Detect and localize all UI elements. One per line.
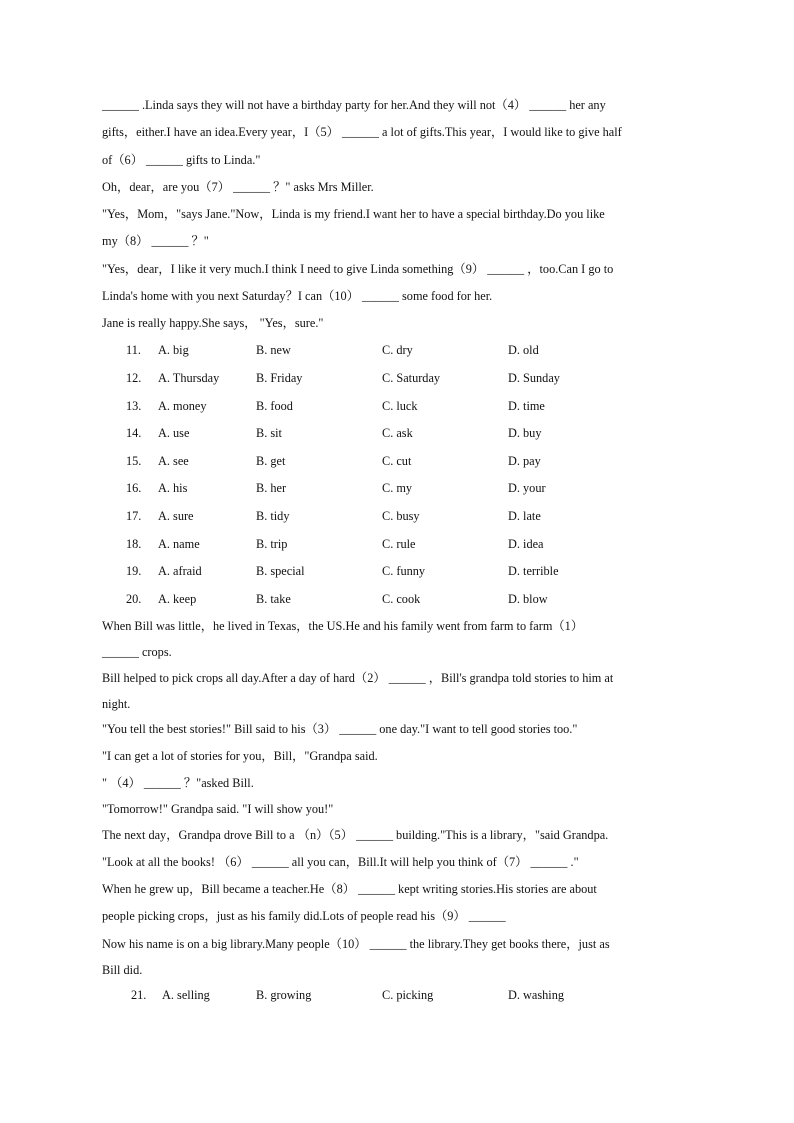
option-a[interactable]: A. keep: [158, 592, 197, 606]
question-number: 16.: [126, 481, 142, 495]
passage-line: Bill did.: [102, 963, 143, 977]
option-d[interactable]: D. washing: [508, 988, 565, 1002]
option-d[interactable]: D. blow: [508, 592, 548, 606]
question-number: 20.: [126, 592, 142, 606]
passage-line: ______ crops.: [102, 645, 172, 659]
option-a[interactable]: A. Thursday: [158, 371, 220, 385]
option-d[interactable]: D. time: [508, 399, 545, 413]
passage-line: gifts，either.I have an idea.Every year，I（5） ______ a lot of gifts.This year，I would like to give half: [102, 125, 622, 139]
passage-line: " （4） ______ ？"asked Bill.: [102, 776, 254, 790]
option-a[interactable]: A. sure: [158, 509, 194, 523]
option-b[interactable]: B. new: [256, 343, 291, 357]
question-number: 13.: [126, 399, 142, 413]
passage-line: When Bill was little，he lived in Texas，the US.He and his family went from farm to farm（1）: [102, 619, 584, 633]
option-d[interactable]: D. idea: [508, 537, 544, 551]
question-number: 17.: [126, 509, 142, 523]
question-number: 15.: [126, 454, 142, 468]
passage-line: The next day，Grandpa drove Bill to a （n）（5） ______ building."This is a library，"said Grandpa.: [102, 828, 609, 842]
option-a[interactable]: A. money: [158, 399, 207, 413]
option-d[interactable]: D. old: [508, 343, 539, 357]
passage-line: "I can get a lot of stories for you，Bill，"Grandpa said.: [102, 749, 378, 763]
option-d[interactable]: D. late: [508, 509, 541, 523]
passage-line: Bill helped to pick crops all day.After a day of hard（2） ______ ，Bill's grandpa told stories to him at: [102, 671, 614, 685]
option-c[interactable]: C. luck: [382, 399, 418, 413]
option-b[interactable]: B. get: [256, 454, 286, 468]
passage-line: ______ .Linda says they will not have a birthday party for her.And they will not（4） ______ her any: [102, 98, 606, 112]
option-b[interactable]: B. food: [256, 399, 293, 413]
option-d[interactable]: D. pay: [508, 454, 541, 468]
option-a[interactable]: A. name: [158, 537, 200, 551]
passage-line: my（8） ______ ？": [102, 234, 209, 248]
passage-line: night.: [102, 697, 131, 711]
passage-line: "Yes，Mom，"says Jane."Now，Linda is my friend.I want her to have a special birthday.Do you like: [102, 207, 605, 221]
option-a[interactable]: A. selling: [162, 988, 210, 1002]
question-number: 21.: [131, 988, 147, 1002]
option-a[interactable]: A. big: [158, 343, 189, 357]
option-c[interactable]: C. cut: [382, 454, 412, 468]
passage-line: Oh，dear，are you（7） ______ ？" asks Mrs Miller.: [102, 180, 374, 194]
passage-line: people picking crops，just as his family did.Lots of people read his（9） ______: [102, 909, 506, 923]
option-a[interactable]: A. his: [158, 481, 188, 495]
passage-line: "Tomorrow!" Grandpa said. "I will show you!": [102, 802, 334, 816]
question-number: 18.: [126, 537, 142, 551]
passage-line: "Look at all the books! （6） ______ all you can，Bill.It will help you think of（7） ______ .": [102, 855, 579, 869]
option-b[interactable]: B. special: [256, 564, 305, 578]
question-number: 11.: [126, 343, 141, 357]
passage-line: When he grew up，Bill became a teacher.He（8） ______ kept writing stories.His stories are about: [102, 882, 597, 896]
option-c[interactable]: C. dry: [382, 343, 413, 357]
option-a[interactable]: A. see: [158, 454, 189, 468]
passage-line: Linda's home with you next Saturday？I can（10） ______ some food for her.: [102, 289, 493, 303]
passage-line: Jane is really happy.She says， "Yes，sure.": [102, 316, 324, 330]
passage-line: "Yes，dear，I like it very much.I think I need to give Linda something（9） ______ ，too.Can I go to: [102, 262, 614, 276]
option-b[interactable]: B. sit: [256, 426, 282, 440]
question-number: 12.: [126, 371, 142, 385]
option-c[interactable]: C. cook: [382, 592, 421, 606]
option-b[interactable]: B. growing: [256, 988, 312, 1002]
option-b[interactable]: B. trip: [256, 537, 288, 551]
option-c[interactable]: C. my: [382, 481, 413, 495]
option-d[interactable]: D. terrible: [508, 564, 559, 578]
option-d[interactable]: D. your: [508, 481, 546, 495]
question-number: 14.: [126, 426, 142, 440]
option-b[interactable]: B. take: [256, 592, 291, 606]
option-b[interactable]: B. Friday: [256, 371, 303, 385]
option-b[interactable]: B. her: [256, 481, 287, 495]
option-d[interactable]: D. Sunday: [508, 371, 560, 385]
option-c[interactable]: C. rule: [382, 537, 416, 551]
option-c[interactable]: C. funny: [382, 564, 426, 578]
passage-line: "You tell the best stories!" Bill said to his（3） ______ one day."I want to tell good stories too.": [102, 722, 578, 736]
option-b[interactable]: B. tidy: [256, 509, 290, 523]
question-number: 19.: [126, 564, 142, 578]
passage-line: Now his name is on a big library.Many people（10） ______ the library.They get books there，just as: [102, 937, 610, 951]
option-a[interactable]: A. use: [158, 426, 190, 440]
passage-line: of（6） ______ gifts to Linda.": [102, 153, 261, 167]
option-c[interactable]: C. busy: [382, 509, 420, 523]
option-c[interactable]: C. picking: [382, 988, 434, 1002]
option-c[interactable]: C. Saturday: [382, 371, 441, 385]
option-c[interactable]: C. ask: [382, 426, 413, 440]
option-a[interactable]: A. afraid: [158, 564, 202, 578]
option-d[interactable]: D. buy: [508, 426, 542, 440]
